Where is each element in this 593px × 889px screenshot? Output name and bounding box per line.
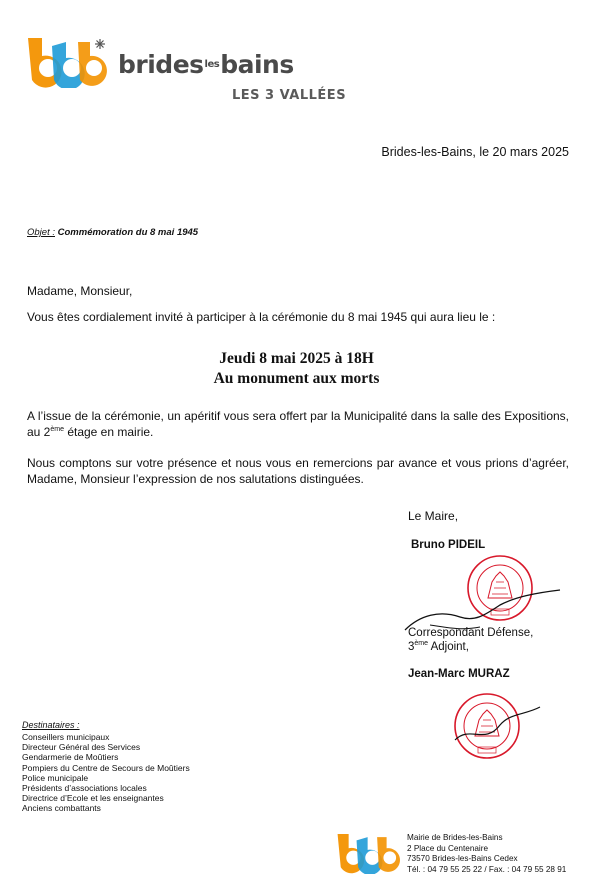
brand-name: brides$^{les}$bains — [118, 50, 294, 79]
list-item: Conseillers municipaux — [22, 732, 110, 742]
place-date: Brides-les-Bains, le 20 mars 2025 — [381, 145, 569, 159]
recipients-title: Destinataires : — [22, 720, 80, 730]
adjoint-signature — [445, 695, 545, 755]
correspondant-defense: Correspondant Défense, — [408, 627, 534, 639]
footer-address — [407, 833, 566, 875]
list-item: Directrice d’Ecole et les enseignantes — [22, 793, 164, 804]
adjoint-name: Jean-Marc MURAZ — [408, 668, 510, 680]
list-item: Anciens combattants — [22, 803, 101, 814]
object-text: Commémoration du 8 mai 1945 — [57, 227, 199, 238]
event-place: Au monument aux morts — [213, 370, 380, 387]
list-item: Présidents d’associations locales — [22, 783, 147, 794]
footer-line: Mairie de Brides-les-Bains — [407, 833, 503, 842]
paragraph-invitation: Vous êtes cordialement invité à participer à la cérémonie du 8 mai 1945 qui aura lieu le : — [27, 310, 496, 324]
object-label: Objet : — [27, 227, 55, 238]
event-date: Jeudi 8 mai 2025 à 18H — [219, 350, 374, 367]
list-item: Police municipale — [22, 772, 89, 783]
paragraph-closing: Nous comptons sur votre présence et nous vous en remercions par avance et vous prions d’agréer, Madame, Monsieur l’expression de nos salutations distinguées. — [27, 456, 569, 486]
letter-object — [27, 227, 198, 238]
brides-logo-mark — [26, 36, 112, 88]
footer-logo-mark — [336, 832, 404, 874]
recipients-list — [22, 732, 190, 814]
footer-line: 2 Place du Centenaire — [407, 843, 489, 853]
signature-role: Le Maire, — [408, 509, 459, 523]
salutation: Madame, Monsieur, — [27, 284, 133, 298]
mayor-name: Bruno PIDEIL — [411, 539, 486, 551]
list-item: Pompiers du Centre de Secours de Moûtiers — [22, 762, 190, 773]
list-item: Gendarmerie de Moûtiers — [22, 752, 119, 763]
footer-line: 73570 Brides-les-Bains Cedex — [407, 854, 518, 863]
snowflake-icon — [95, 39, 105, 49]
list-item: Directeur Général des Services — [22, 742, 141, 753]
adjoint-title: 3ème Adjoint, — [408, 640, 469, 653]
brand-subtitle: LES 3 VALLÉES — [232, 88, 347, 103]
footer-line: Tél. : 04 79 55 25 22 / Fax. : 04 79 55 28 91 — [407, 864, 567, 874]
paragraph-aperitif: A l’issue de la cérémonie, un apéritif vous sera offert par la Municipalité dans la salle des Expositions, au 2ème étage en mairie. — [27, 409, 569, 439]
